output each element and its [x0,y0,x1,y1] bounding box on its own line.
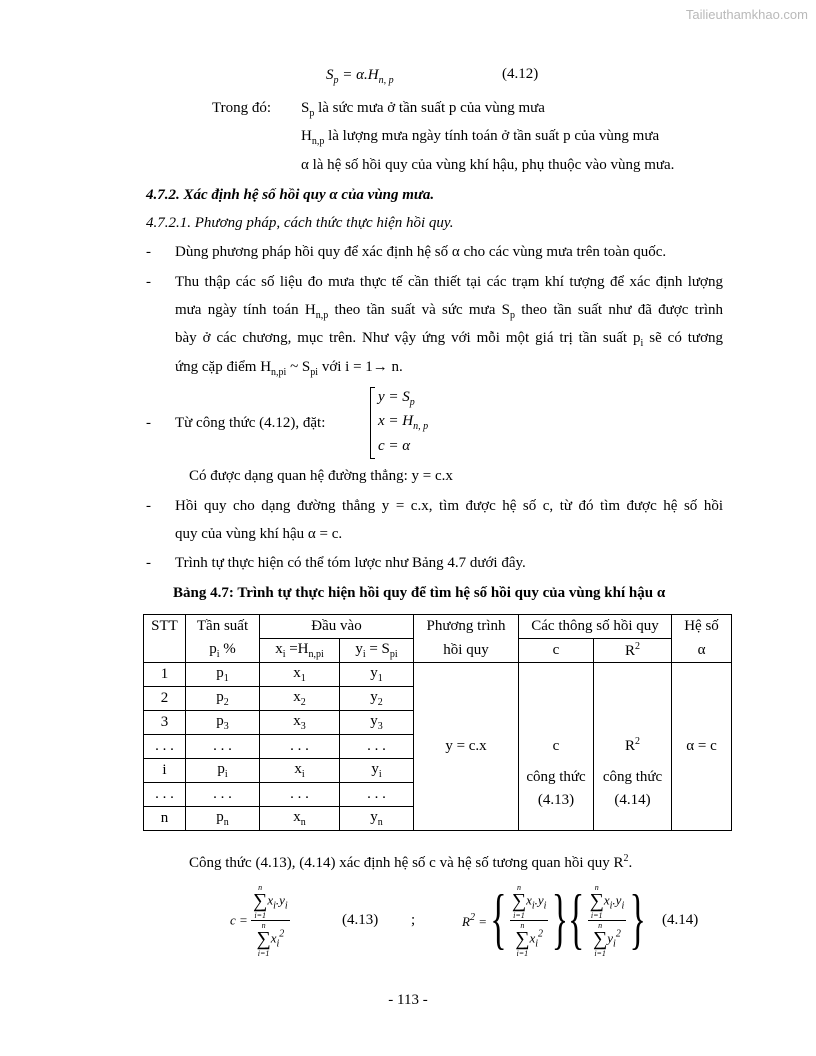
cell-stt: 3 [144,711,186,735]
header-c: c [519,639,594,663]
page-number: - 113 - [388,992,428,1008]
system-brace-bottom [370,458,375,460]
equation-label-4-14: (4.14) [662,912,699,928]
trong-do-lead: Trong đó: [212,100,272,116]
bullet-2-line-4: ứng cặp điểm $H_{n,pi}$ ~ $S_{pi}$ với i = 1→ n. [175,359,403,378]
watermark: Tailieuthamkhao.com [685,7,808,22]
equation-label-4-13: (4.13) [342,912,379,928]
cell-p: . . . [186,783,260,807]
cell-c: c công thức (4.13) [519,663,594,831]
header-stt-blank [144,639,186,663]
header-stt: STT [144,615,186,639]
cell-y: $y_1$ [340,663,414,687]
cell-stt: 2 [144,687,186,711]
header-r2: $R^2$ [594,639,672,663]
header-he-so: Hệ số [672,615,732,639]
bullet-dash: - [146,244,151,260]
cell-y: $y_3$ [340,711,414,735]
cell-p: . . . [186,735,260,759]
definition-alpha: α là hệ số hồi quy của vùng khí hậu, phụ thuộc vào vùng mưa. [301,157,675,173]
cell-y: $y_n$ [340,807,414,831]
linear-form: Có được dạng quan hệ đường thẳng: y = c.x [189,468,453,484]
header-phuong-trinh: Phương trình [414,615,519,639]
bullet-3: Từ công thức (4.12), đặt: [175,415,326,431]
cell-p: $p_2$ [186,687,260,711]
header-hoi-quy: hồi quy [414,639,519,663]
cell-p: $p_i$ [186,759,260,783]
cell-p: $p_n$ [186,807,260,831]
bullet-dash: - [146,274,151,290]
cell-stt: 1 [144,663,186,687]
cell-alpha: α = c [672,663,732,831]
equation-4-13: c = n ∑ i=1 $x_i.y_i$ n ∑ i=1 $x_i^2$ [230,883,288,958]
bullet-1: Dùng phương pháp hồi quy để xác định hệ số α cho các vùng mưa trên toàn quốc. [175,244,667,260]
bullet-4-line-1: Hồi quy cho dạng đường thẳng y = c.x, tìm được hệ số c, từ đó tìm được hệ số hồi [175,498,723,514]
cell-p: $p_3$ [186,711,260,735]
header-alpha: α [672,639,732,663]
equation-label-4-12: (4.12) [502,66,539,82]
system-line-2: $x = H_{n, p}$ [378,413,429,432]
cell-stt: n [144,807,186,831]
cell-x: $x_2$ [260,687,340,711]
header-x: $x_i =H_{n,pi}$ [260,639,340,663]
definition-sp: $S_p$ là sức mưa ở tần suất p của vùng mưa [301,100,545,119]
header-tan-suat-unit: $p_i$ % [186,639,260,663]
bullet-5: Trình tự thực hiện có thể tóm lược như Bảng 4.7 dưới đây. [175,555,526,571]
bullet-dash: - [146,498,151,514]
bullet-4-line-2: quy của vùng khí hậu α = c. [175,526,343,542]
cell-y: . . . [340,783,414,807]
system-brace-top [370,387,375,389]
system-brace [370,387,377,459]
cell-stt: . . . [144,735,186,759]
bullet-dash: - [146,555,151,571]
cell-stt: . . . [144,783,186,807]
cell-r2: $R^2$ công thức (4.14) [594,663,672,831]
system-line-3: c = α [378,438,411,454]
bullet-2-line-1: Thu thập các số liệu đo mưa thực tế cần thiết tại các trạm khí tượng để xác định lượng [175,274,723,290]
cell-x: $x_1$ [260,663,340,687]
regression-table [143,614,732,831]
cell-y: $y_i$ [340,759,414,783]
heading-4-7-2: 4.7.2. Xác định hệ số hồi quy α của vùng mưa. [146,187,435,203]
equation-4-14: $R^2$ = { n ∑ i=1 $x_i.y_i$ n ∑ i=1 $x_i^2$ }{ n ∑ i=1 $x_i.y_i$ n ∑ i=1 $y_i^2$ } [462,882,646,958]
cell-y: $y_2$ [340,687,414,711]
header-tan-suat: Tần suất [186,615,260,639]
header-thong-so: Các thông số hồi quy [519,615,672,639]
cell-x: $x_n$ [260,807,340,831]
system-line-1: $y = S_p$ [378,389,415,408]
cell-x: $x_3$ [260,711,340,735]
cell-p: $p_1$ [186,663,260,687]
cell-x: . . . [260,783,340,807]
bullet-2-line-2: mưa ngày tính toán $H_{n,p}$ theo tần suất và sức mưa $S_p$ theo tần suất như đã được trình [175,302,723,321]
cell-x: $x_i$ [260,759,340,783]
header-y: $y_i = S_{pi}$ [340,639,414,663]
definition-hnp: $H_{n,p}$ là lượng mưa ngày tính toán ở tần suất p của vùng mưa [301,128,660,147]
cell-equation: y = c.x [414,663,519,831]
formula-intro: Công thức (4.13), (4.14) xác định hệ số c và hệ số tương quan hồi quy $R^2$. [189,853,633,871]
header-dau-vao: Đầu vào [260,615,414,639]
equation-separator: ; [411,912,416,928]
heading-4-7-2-1: 4.7.2.1. Phương pháp, cách thức thực hiện hồi quy. [146,215,454,231]
bullet-dash: - [146,415,151,431]
bullet-2-line-3: bày ở các chương, mục trên. Như vậy ứng với mỗi một giá trị tần suất $p_i$ sẽ có tương [175,330,723,349]
cell-x: . . . [260,735,340,759]
cell-y: . . . [340,735,414,759]
cell-stt: i [144,759,186,783]
table-caption: Bảng 4.7: Trình tự thực hiện hồi quy để tìm hệ số hồi quy của vùng khí hậu α [173,585,666,601]
equation-4-12: $S_p = \alpha.H_{n, p}$ [326,67,394,86]
